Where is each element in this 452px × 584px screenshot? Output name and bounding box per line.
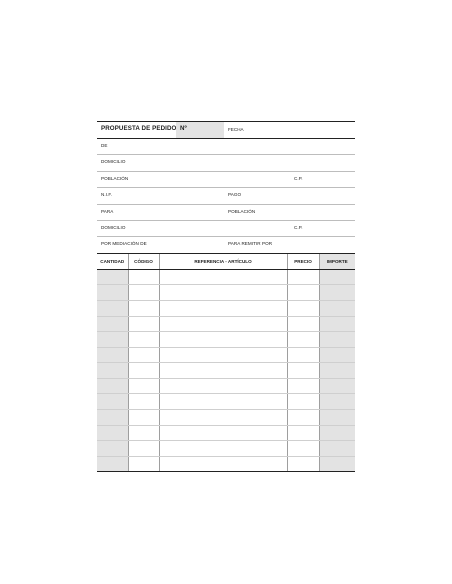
referencia-cell[interactable] <box>159 316 287 332</box>
cantidad-cell[interactable] <box>97 269 128 285</box>
column-header-cantidad: CANTIDAD <box>97 253 128 269</box>
precio-cell[interactable] <box>287 332 319 348</box>
codigo-cell[interactable] <box>128 425 159 441</box>
order-form <box>97 121 355 472</box>
nif-label: N.I.F. <box>101 192 113 198</box>
precio-cell[interactable] <box>287 378 319 394</box>
codigo-cell[interactable] <box>128 269 159 285</box>
referencia-cell[interactable] <box>159 285 287 301</box>
de-label: DE <box>101 143 108 148</box>
table-row <box>97 394 355 410</box>
field-row-domicilio-2[interactable] <box>97 221 355 237</box>
importe-cell[interactable] <box>319 316 355 332</box>
precio-cell[interactable] <box>287 456 319 472</box>
column-header-precio: PRECIO <box>287 253 319 269</box>
domicilio-2-label: DOMICILIO <box>101 224 126 230</box>
remitir-label: PARA REMITIR POR <box>228 241 273 247</box>
table-row <box>97 347 355 363</box>
table-row <box>97 269 355 285</box>
referencia-cell[interactable] <box>159 456 287 472</box>
referencia-cell[interactable] <box>159 394 287 410</box>
importe-cell[interactable] <box>319 269 355 285</box>
items-header-row <box>97 253 355 269</box>
referencia-cell[interactable] <box>159 410 287 426</box>
referencia-cell[interactable] <box>159 347 287 363</box>
column-header-codigo: CÓDIGO <box>128 253 159 269</box>
precio-cell[interactable] <box>287 410 319 426</box>
form-title: PROPUESTA DE PEDIDO <box>101 125 177 132</box>
table-row <box>97 316 355 332</box>
field-row-poblacion[interactable] <box>97 172 355 188</box>
precio-cell[interactable] <box>287 300 319 316</box>
precio-cell[interactable] <box>287 316 319 332</box>
column-header-importe: IMPORTE <box>319 253 355 269</box>
para-label: PARA <box>101 208 114 214</box>
referencia-cell[interactable] <box>159 378 287 394</box>
referencia-cell[interactable] <box>159 300 287 316</box>
importe-cell[interactable] <box>319 394 355 410</box>
table-row <box>97 410 355 426</box>
codigo-cell[interactable] <box>128 394 159 410</box>
precio-cell[interactable] <box>287 441 319 457</box>
importe-cell[interactable] <box>319 332 355 348</box>
codigo-cell[interactable] <box>128 285 159 301</box>
precio-cell[interactable] <box>287 285 319 301</box>
referencia-cell[interactable] <box>159 269 287 285</box>
table-row <box>97 456 355 472</box>
cantidad-cell[interactable] <box>97 456 128 472</box>
cantidad-cell[interactable] <box>97 332 128 348</box>
domicilio-label: DOMICILIO <box>101 159 126 165</box>
date-label: FECHA <box>228 127 244 132</box>
precio-cell[interactable] <box>287 363 319 379</box>
importe-cell[interactable] <box>319 363 355 379</box>
field-row-domicilio[interactable] <box>97 155 355 171</box>
cantidad-cell[interactable] <box>97 316 128 332</box>
order-number-label: Nº <box>180 125 187 132</box>
referencia-cell[interactable] <box>159 441 287 457</box>
importe-cell[interactable] <box>319 378 355 394</box>
form-title-row <box>97 121 355 139</box>
codigo-cell[interactable] <box>128 316 159 332</box>
poblacion-label: POBLACIÓN <box>101 175 129 181</box>
cantidad-cell[interactable] <box>97 410 128 426</box>
importe-cell[interactable] <box>319 300 355 316</box>
table-row <box>97 425 355 441</box>
codigo-cell[interactable] <box>128 378 159 394</box>
table-row <box>97 285 355 301</box>
codigo-cell[interactable] <box>128 347 159 363</box>
table-row <box>97 300 355 316</box>
cantidad-cell[interactable] <box>97 347 128 363</box>
precio-cell[interactable] <box>287 425 319 441</box>
table-row <box>97 363 355 379</box>
importe-cell[interactable] <box>319 441 355 457</box>
field-row-de[interactable] <box>97 139 355 155</box>
codigo-cell[interactable] <box>128 363 159 379</box>
importe-cell[interactable] <box>319 347 355 363</box>
order-number-field[interactable] <box>176 122 224 138</box>
items-table <box>97 253 355 473</box>
referencia-cell[interactable] <box>159 332 287 348</box>
pago-label: PAGO <box>228 192 242 198</box>
poblacion-2-label: POBLACIÓN <box>228 208 256 214</box>
codigo-cell[interactable] <box>128 441 159 457</box>
cp-label: C.P. <box>294 175 303 181</box>
cantidad-cell[interactable] <box>97 300 128 316</box>
codigo-cell[interactable] <box>128 332 159 348</box>
codigo-cell[interactable] <box>128 456 159 472</box>
table-row <box>97 378 355 394</box>
importe-cell[interactable] <box>319 410 355 426</box>
table-row <box>97 332 355 348</box>
precio-cell[interactable] <box>287 269 319 285</box>
referencia-cell[interactable] <box>159 425 287 441</box>
column-header-referencia: REFERENCIA - ARTÍCULO <box>159 253 287 269</box>
importe-cell[interactable] <box>319 456 355 472</box>
codigo-cell[interactable] <box>128 300 159 316</box>
codigo-cell[interactable] <box>128 410 159 426</box>
table-row <box>97 441 355 457</box>
precio-cell[interactable] <box>287 394 319 410</box>
cantidad-cell[interactable] <box>97 394 128 410</box>
referencia-cell[interactable] <box>159 363 287 379</box>
cantidad-cell[interactable] <box>97 285 128 301</box>
field-row-mediacion[interactable] <box>97 237 355 252</box>
cantidad-cell[interactable] <box>97 363 128 379</box>
field-row-para[interactable] <box>97 205 355 221</box>
cantidad-cell[interactable] <box>97 441 128 457</box>
importe-cell[interactable] <box>319 285 355 301</box>
field-row-nif[interactable] <box>97 188 355 204</box>
cantidad-cell[interactable] <box>97 378 128 394</box>
cp-2-label: C.P. <box>294 224 303 230</box>
importe-cell[interactable] <box>319 425 355 441</box>
cantidad-cell[interactable] <box>97 425 128 441</box>
mediacion-label: POR MEDIACIÓN DE <box>101 241 147 247</box>
precio-cell[interactable] <box>287 347 319 363</box>
